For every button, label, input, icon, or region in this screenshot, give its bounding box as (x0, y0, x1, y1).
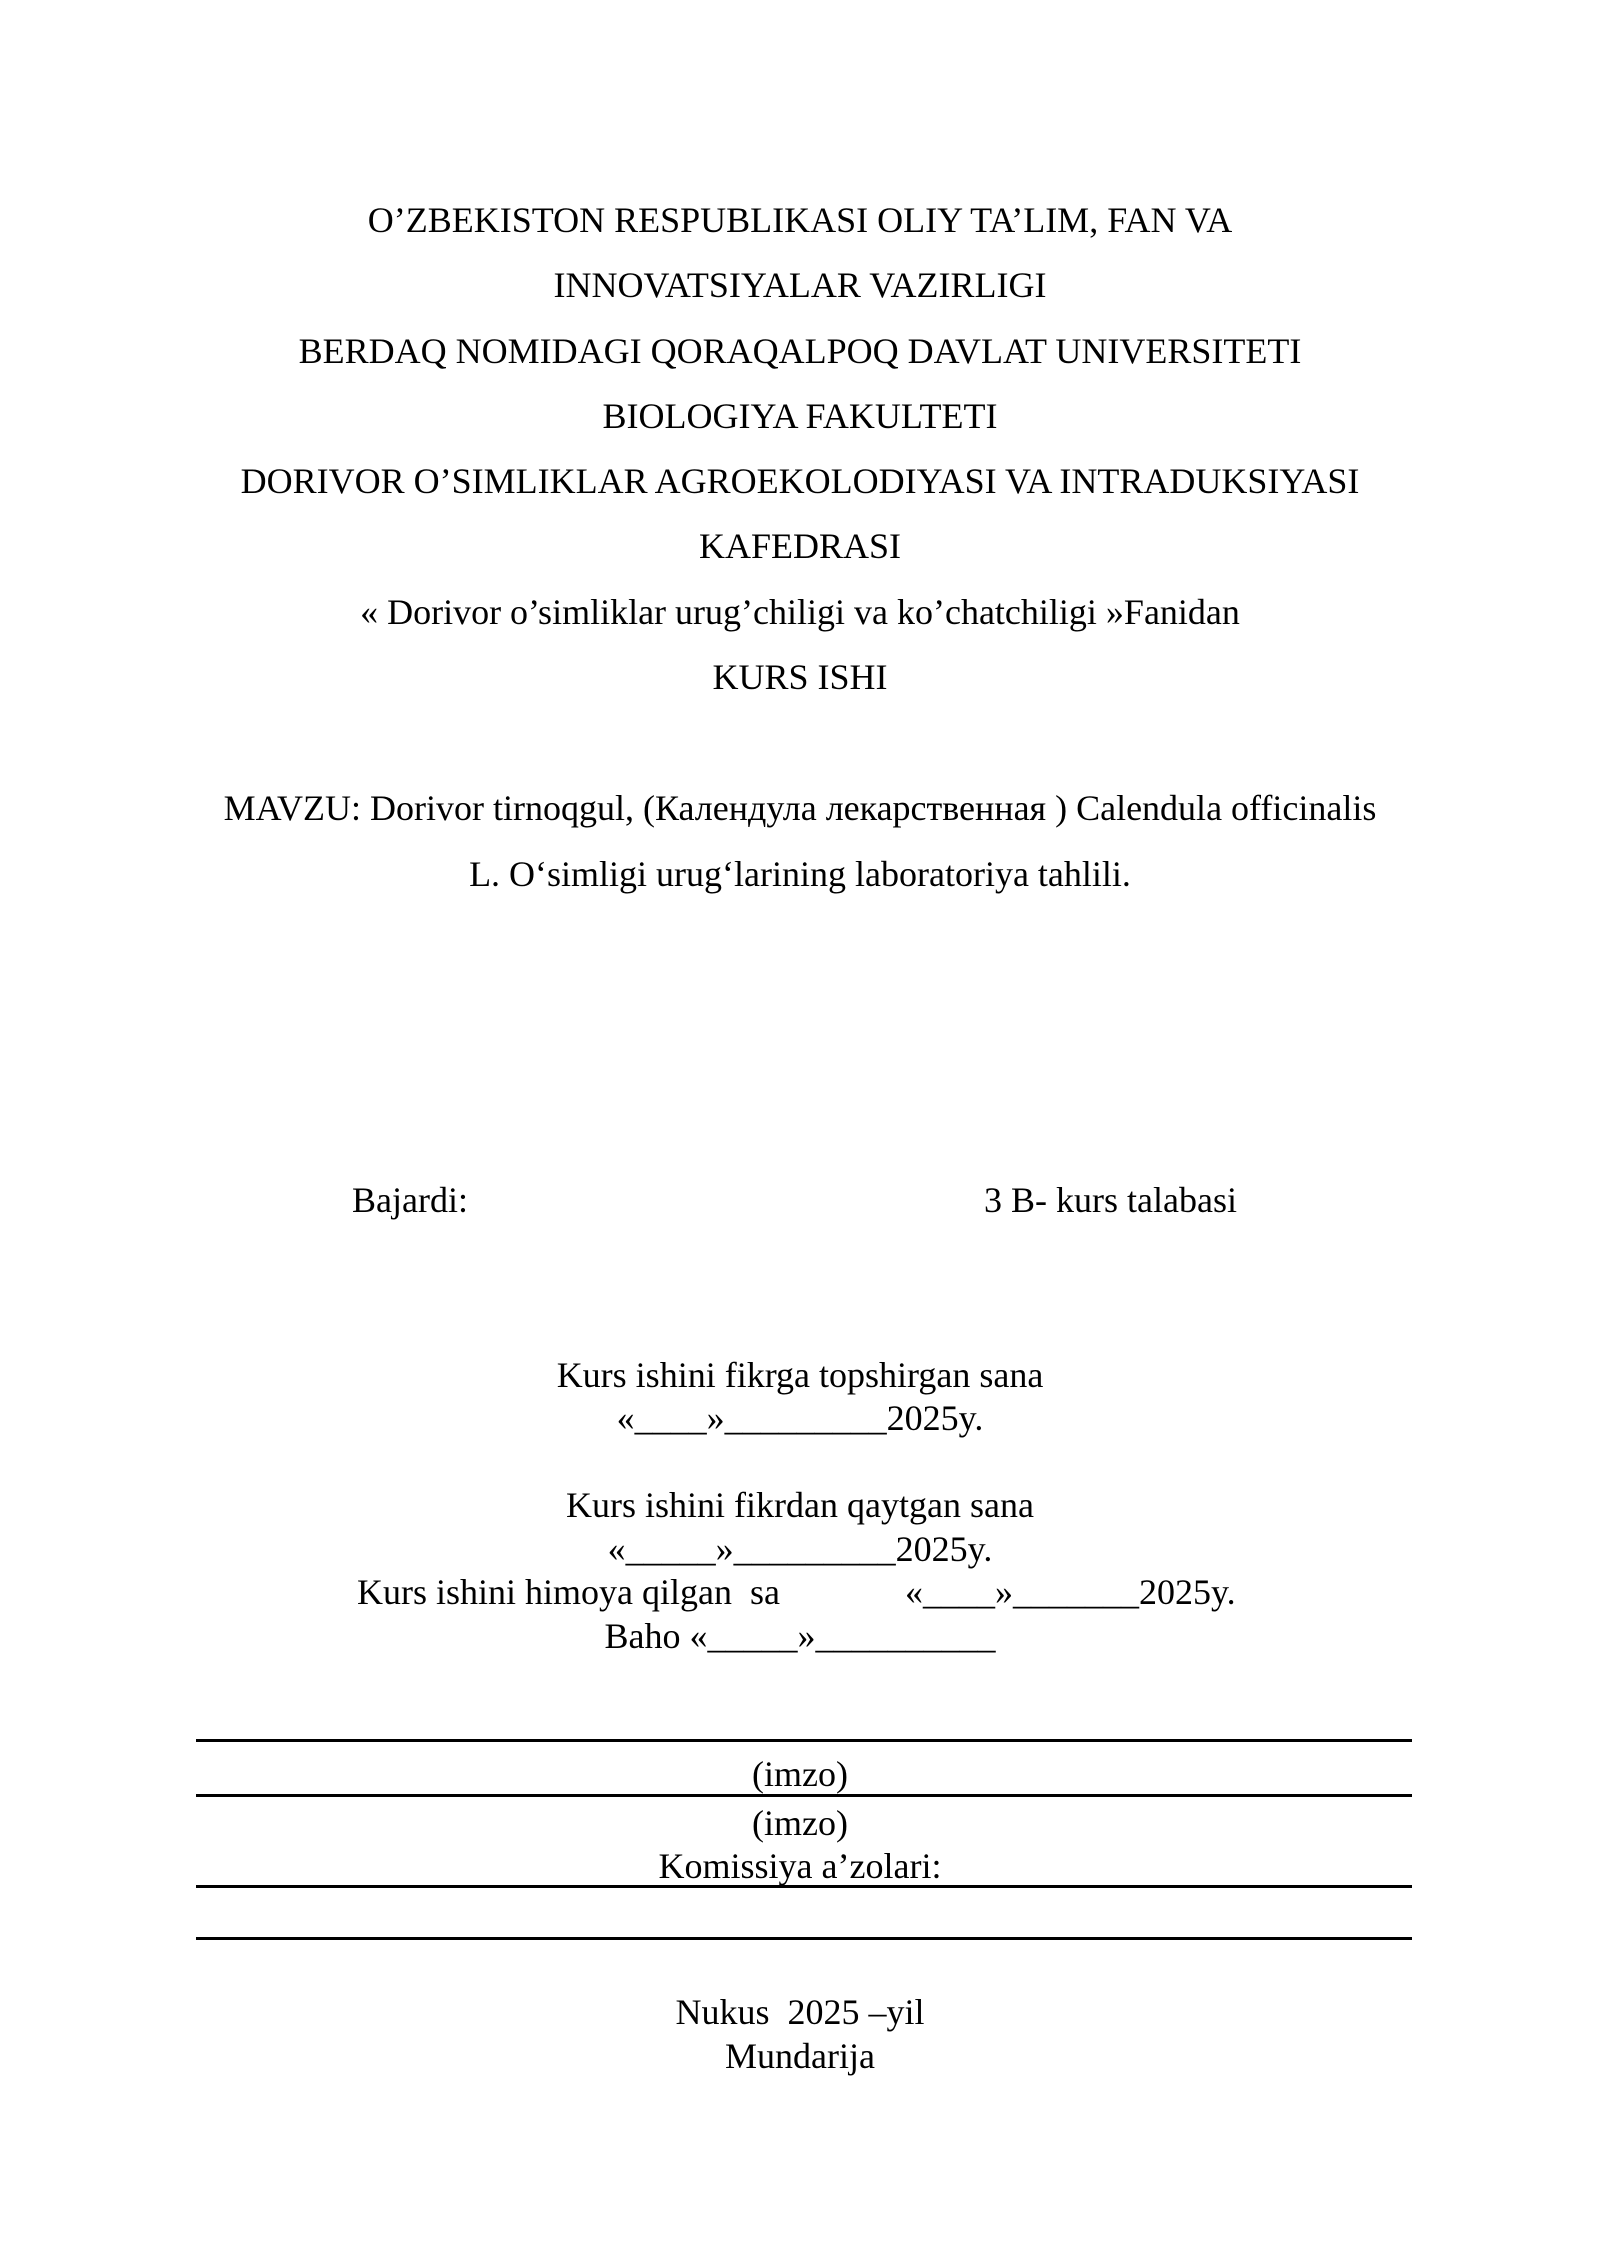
submitted-date-value: «____»_________2025y. (616, 1398, 984, 1438)
department-line-1: DORIVOR O’SIMLIKLAR AGROEKOLODIYASI VA INTRADUKSIYASI (240, 461, 1360, 501)
topic-line-2: L. O‘simligi urug‘larining laboratoriya tahlili. (469, 854, 1131, 894)
commission-rule-1 (196, 1885, 1412, 1888)
contents-heading: Mundarija (725, 2036, 875, 2076)
signature-label-1: (imzo) (752, 1754, 848, 1794)
returned-date-value: «_____»_________2025y. (607, 1529, 993, 1569)
signature-rule-1 (196, 1739, 1412, 1742)
faculty-name: BIOLOGIYA FAKULTETI (602, 396, 998, 436)
performer-value: 3 B- kurs talabasi (984, 1180, 1237, 1220)
commission-label: Komissiya a’zolari: (658, 1846, 942, 1886)
submitted-date-label: Kurs ishini fikrga topshirgan sana (556, 1355, 1044, 1395)
university-name: BERDAQ NOMIDAGI QORAQALPOQ DAVLAT UNIVERSITETI (298, 331, 1302, 371)
ministry-line-2: INNOVATSIYALAR VAZIRLIGI (553, 265, 1047, 305)
subject-line: « Dorivor o’simliklar urug’chiligi va ko’chatchiligi »Fanidan (360, 592, 1240, 632)
grade-line: Baho «_____»__________ (604, 1616, 996, 1656)
returned-date-label: Kurs ishini fikrdan qaytgan sana (566, 1485, 1034, 1525)
signature-rule-2 (196, 1794, 1412, 1797)
topic-line-1: MAVZU: Dorivor tirnoqgul, (Календула лекарственная ) Calendula officinalis (223, 788, 1377, 828)
work-type-title: KURS ISHI (712, 657, 888, 697)
signature-label-2: (imzo) (752, 1803, 848, 1843)
place-year: Nukus 2025 –yil (675, 1992, 925, 2032)
defended-date-label: Kurs ishini himoya qilgan sa (357, 1572, 780, 1612)
defended-date-value: «____»_______2025y. (905, 1572, 1236, 1612)
department-line-2: KAFEDRASI (698, 526, 902, 566)
commission-rule-2 (196, 1937, 1412, 1940)
ministry-line-1: O’ZBEKISTON RESPUBLIKASI OLIY TA’LIM, FAN VA (367, 200, 1233, 240)
performer-label: Bajardi: (352, 1180, 468, 1220)
